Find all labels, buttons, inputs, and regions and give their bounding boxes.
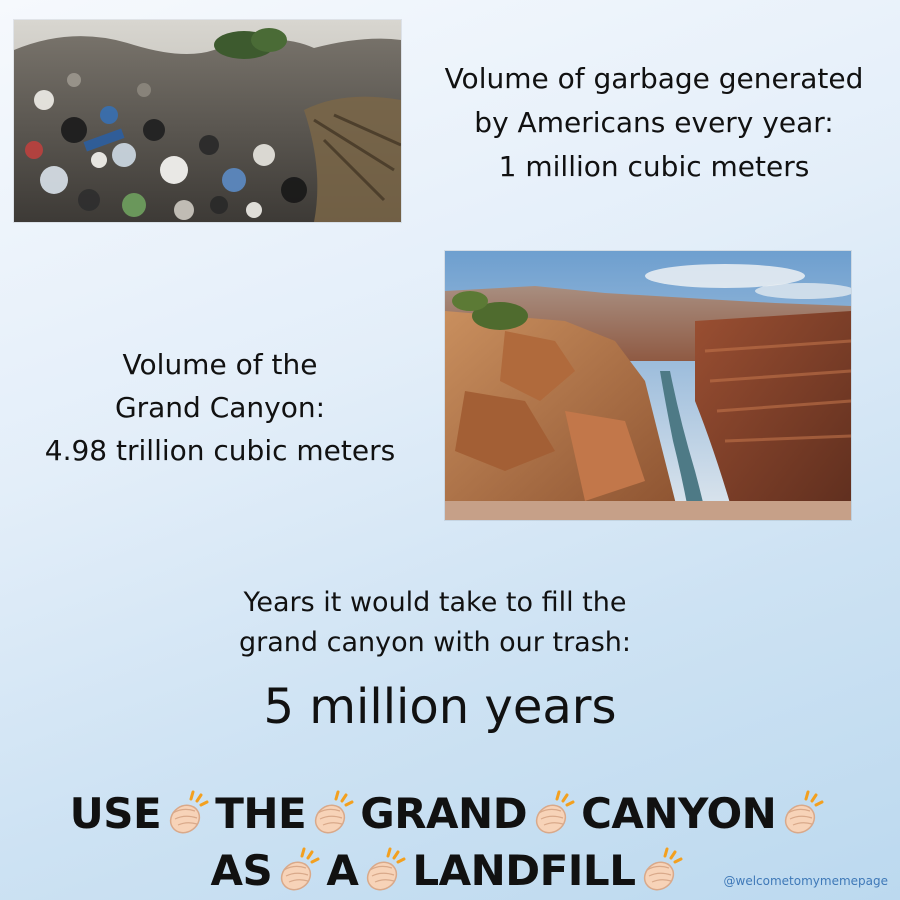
garbage-caption-line: by Americans every year: [474,106,834,139]
slogan-word: LANDFILL [412,846,636,895]
slogan-word: THE [215,789,307,838]
clapping-hands-icon [778,789,828,839]
slogan-word: USE [69,789,162,838]
years-value: 5 million years [263,679,617,735]
canyon-caption-line: 4.98 trillion cubic meters [44,434,396,467]
clapping-hands-icon [163,789,213,839]
years-caption-line: Years it would take to fill the [243,587,627,618]
clapping-hands-icon [274,846,324,896]
years-caption-line: grand canyon with our trash: [238,627,631,658]
canyon-caption-line: Grand Canyon: [114,391,326,424]
landfill-photo [14,20,401,222]
watermark: @welcometomymemepage [723,874,888,888]
garbage-volume-caption [414,57,894,189]
slogan-word: A [326,846,359,895]
clapping-hands-icon [529,789,579,839]
slogan-line-1 [0,786,900,839]
canyon-volume-caption [15,343,425,472]
clapping-hands-icon [308,789,358,839]
clapping-hands-icon [637,846,687,896]
garbage-caption-line: 1 million cubic meters [498,150,810,183]
years-to-fill-caption [160,583,710,663]
grand-canyon-photo [445,251,851,520]
slogan-word: AS [210,846,273,895]
garbage-caption-line: Volume of garbage generated [444,62,864,95]
slogan-word: CANYON [581,789,777,838]
canyon-caption-line: Volume of the [122,348,318,381]
slogan-word: GRAND [360,789,528,838]
clapping-hands-icon [360,846,410,896]
